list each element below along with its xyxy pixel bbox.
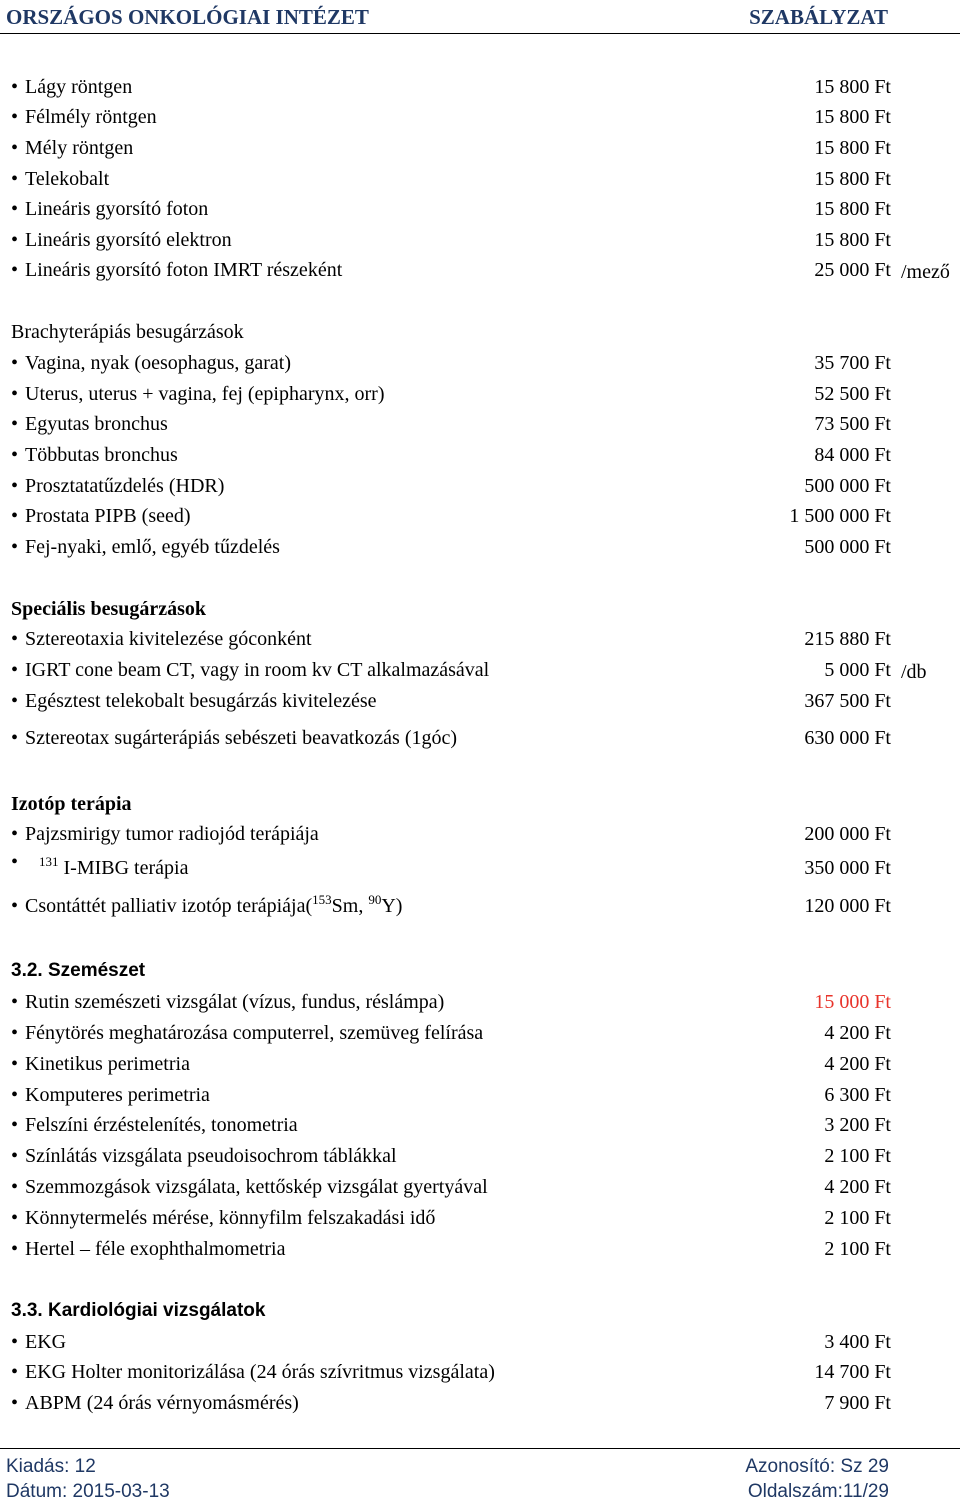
section-title: 3.3. Kardiológiai vizsgálatok xyxy=(11,1300,266,1321)
bullet: • xyxy=(11,851,19,873)
list-item xyxy=(11,819,891,849)
list-item xyxy=(11,1018,891,1048)
item-price: 15 800 Ft xyxy=(814,198,891,220)
bullet: • xyxy=(11,1207,19,1229)
item-label: Egésztest telekobalt besugárzás kivitelezése xyxy=(25,690,377,712)
bullet: • xyxy=(11,1331,19,1353)
list-item xyxy=(11,72,891,102)
list-item xyxy=(11,686,891,716)
list-item xyxy=(11,379,891,409)
bullet: • xyxy=(11,659,19,681)
item-price: 2 100 Ft xyxy=(824,1207,891,1229)
bullet: • xyxy=(11,505,19,527)
item-price: 73 500 Ft xyxy=(814,413,891,435)
list-item xyxy=(11,409,891,439)
header-divider xyxy=(0,33,960,34)
list-item xyxy=(11,853,891,883)
list-item xyxy=(11,987,891,1017)
bullet: • xyxy=(11,475,19,497)
item-price: 4 200 Ft xyxy=(824,1053,891,1075)
label-part: Csontáttét palliativ izotóp terápiája( xyxy=(25,895,313,917)
list-item xyxy=(11,164,891,194)
item-price: 500 000 Ft xyxy=(804,536,891,558)
item-label: Sztereotaxia kivitelezése góconként xyxy=(25,628,312,650)
list-item xyxy=(11,624,891,654)
item-label: EKG Holter monitorizálása (24 órás szívritmus vizsgálata) xyxy=(25,1361,495,1383)
item-label: Színlátás vizsgálata pseudoisochrom táblákkal xyxy=(25,1145,397,1167)
list-item xyxy=(11,102,891,132)
section-title: Speciális besugárzások xyxy=(11,598,207,620)
item-label-text: I-MIBG terápia xyxy=(63,857,189,879)
unit-label: /mező xyxy=(901,261,950,283)
item-label: Fénytörés meghatározása computerrel, szemüveg felírása xyxy=(25,1022,484,1044)
item-price: 84 000 Ft xyxy=(814,444,891,466)
list-item xyxy=(11,723,891,753)
section-title: Izotóp terápia xyxy=(11,793,132,815)
item-price: 14 700 Ft xyxy=(814,1361,891,1383)
item-label: Lágy röntgen xyxy=(25,76,133,98)
item-price: 1 500 000 Ft xyxy=(789,505,891,527)
item-price: 3 200 Ft xyxy=(824,1114,891,1136)
list-item xyxy=(11,1388,891,1418)
list-item xyxy=(11,1327,891,1357)
item-label xyxy=(25,891,402,921)
list-item xyxy=(11,348,891,378)
item-price: 4 200 Ft xyxy=(824,1022,891,1044)
item-label: Rutin szemészeti vizsgálat (vízus, fundus, réslámpa) xyxy=(25,991,445,1013)
item-label: Szemmozgások vizsgálata, kettőskép vizsgálat gyertyával xyxy=(25,1176,488,1198)
footer-divider xyxy=(0,1448,960,1449)
item-price: 630 000 Ft xyxy=(804,727,891,749)
item-price: 7 900 Ft xyxy=(824,1392,891,1414)
list-item xyxy=(11,255,891,285)
item-price: 52 500 Ft xyxy=(814,383,891,405)
item-label: Félmély röntgen xyxy=(25,106,157,128)
label-part: Sm, xyxy=(331,895,369,917)
list-item xyxy=(11,1172,891,1202)
item-price: 25 000 Ft xyxy=(814,259,891,281)
bullet: • xyxy=(11,1176,19,1198)
bullet: • xyxy=(11,229,19,251)
bullet: • xyxy=(11,1392,19,1414)
item-label: Uterus, uterus + vagina, fej (epipharynx, orr) xyxy=(25,383,385,405)
bullet: • xyxy=(11,991,19,1013)
list-item xyxy=(11,194,891,224)
bullet: • xyxy=(11,1053,19,1075)
list-item xyxy=(11,501,891,531)
item-price: 15 000 Ft xyxy=(814,991,891,1013)
item-label: Pajzsmirigy tumor radiojód terápiája xyxy=(25,823,319,845)
item-label: Mély röntgen xyxy=(25,137,134,159)
isotope-number: 153 xyxy=(312,892,332,907)
item-label: Lineáris gyorsító foton xyxy=(25,198,209,220)
list-item xyxy=(11,1203,891,1233)
item-price: 2 100 Ft xyxy=(824,1145,891,1167)
isotope-number: 90 xyxy=(368,892,382,907)
institution-name: ORSZÁGOS ONKOLÓGIAI INTÉZET xyxy=(6,5,369,29)
list-item xyxy=(11,440,891,470)
bullet: • xyxy=(11,727,19,749)
bullet: • xyxy=(11,1361,19,1383)
item-label: Telekobalt xyxy=(25,168,110,190)
item-label: Többutas bronchus xyxy=(25,444,178,466)
item-label: Hertel – féle exophthalmometria xyxy=(25,1238,286,1260)
item-price: 3 400 Ft xyxy=(824,1331,891,1353)
list-item xyxy=(11,1110,891,1140)
item-price: 367 500 Ft xyxy=(804,690,891,712)
bullet: • xyxy=(11,536,19,558)
page-header xyxy=(0,0,960,34)
bullet: • xyxy=(11,413,19,435)
item-label: Lineáris gyorsító foton IMRT részeként xyxy=(25,259,343,281)
isotope-number: 131 xyxy=(39,854,59,869)
page-number: Oldalszám:11/29 xyxy=(747,1481,889,1502)
bullet: • xyxy=(11,1238,19,1260)
issue-date: Dátum: 2015-03-13 xyxy=(6,1481,170,1502)
item-price: 5 000 Ft xyxy=(824,659,891,681)
bullet: • xyxy=(11,628,19,650)
list-item xyxy=(11,1357,891,1387)
list-item xyxy=(11,133,891,163)
bullet: • xyxy=(11,1114,19,1136)
item-price: 200 000 Ft xyxy=(804,823,891,845)
item-price: 215 880 Ft xyxy=(804,628,891,650)
list-item xyxy=(11,655,891,685)
item-price: 350 000 Ft xyxy=(804,857,891,879)
item-label: Könnytermelés mérése, könnyfilm felszakadási idő xyxy=(25,1207,436,1229)
item-label: Prostata PIPB (seed) xyxy=(25,505,191,527)
item-label: Fej-nyaki, emlő, egyéb tűzdelés xyxy=(25,536,280,558)
bullet: • xyxy=(11,823,19,845)
document-type: SZABÁLYZAT xyxy=(749,5,888,29)
bullet: • xyxy=(11,106,19,128)
item-price: 15 800 Ft xyxy=(814,168,891,190)
item-price: 35 700 Ft xyxy=(814,352,891,374)
bullet: • xyxy=(11,352,19,374)
list-item xyxy=(11,532,891,562)
item-price: 15 800 Ft xyxy=(814,106,891,128)
bullet: • xyxy=(11,1145,19,1167)
section-title: 3.2. Szemészet xyxy=(11,960,146,981)
item-price: 2 100 Ft xyxy=(824,1238,891,1260)
unit-label: /db xyxy=(901,661,927,683)
item-label: ABPM (24 órás vérnyomásmérés) xyxy=(25,1392,299,1414)
bullet: • xyxy=(11,259,19,281)
list-item xyxy=(11,1234,891,1264)
bullet: • xyxy=(11,168,19,190)
list-item xyxy=(11,1080,891,1110)
bullet: • xyxy=(11,690,19,712)
item-label: Egyutas bronchus xyxy=(25,413,168,435)
item-label: EKG xyxy=(25,1331,67,1353)
section-title: Brachyterápiás besugárzások xyxy=(11,321,244,343)
page-footer xyxy=(0,1448,960,1504)
item-label: Komputeres perimetria xyxy=(25,1084,210,1106)
bullet: • xyxy=(11,76,19,98)
bullet: • xyxy=(11,137,19,159)
item-price: 500 000 Ft xyxy=(804,475,891,497)
item-price: 15 800 Ft xyxy=(814,76,891,98)
item-label: IGRT cone beam CT, vagy in room kv CT alkalmazásával xyxy=(25,659,490,681)
item-label: Lineáris gyorsító elektron xyxy=(25,229,232,251)
item-price: 15 800 Ft xyxy=(814,229,891,251)
list-item xyxy=(11,225,891,255)
bullet: • xyxy=(11,444,19,466)
label-part: Y) xyxy=(381,895,403,917)
bullet: • xyxy=(11,198,19,220)
item-price: 6 300 Ft xyxy=(824,1084,891,1106)
list-item xyxy=(11,1049,891,1079)
bullet: • xyxy=(11,1084,19,1106)
list-item xyxy=(11,471,891,501)
bullet: • xyxy=(11,383,19,405)
item-label: Sztereotax sugárterápiás sebészeti beavatkozás (1góc) xyxy=(25,727,458,749)
bullet: • xyxy=(11,895,19,917)
item-label: Vagina, nyak (oesophagus, garat) xyxy=(25,352,292,374)
item-label: Prosztatatűzdelés (HDR) xyxy=(25,475,225,497)
issue-number: Kiadás: 12 xyxy=(6,1456,96,1477)
item-price: 4 200 Ft xyxy=(824,1176,891,1198)
item-label: Kinetikus perimetria xyxy=(25,1053,190,1075)
item-label: Felszíni érzéstelenítés, tonometria xyxy=(25,1114,298,1136)
item-price: 15 800 Ft xyxy=(814,137,891,159)
item-price: 120 000 Ft xyxy=(804,895,891,917)
document-id: Azonosító: Sz 29 xyxy=(745,1456,889,1477)
list-item xyxy=(11,891,891,921)
bullet: • xyxy=(11,1022,19,1044)
item-label xyxy=(39,853,188,883)
list-item xyxy=(11,1141,891,1171)
